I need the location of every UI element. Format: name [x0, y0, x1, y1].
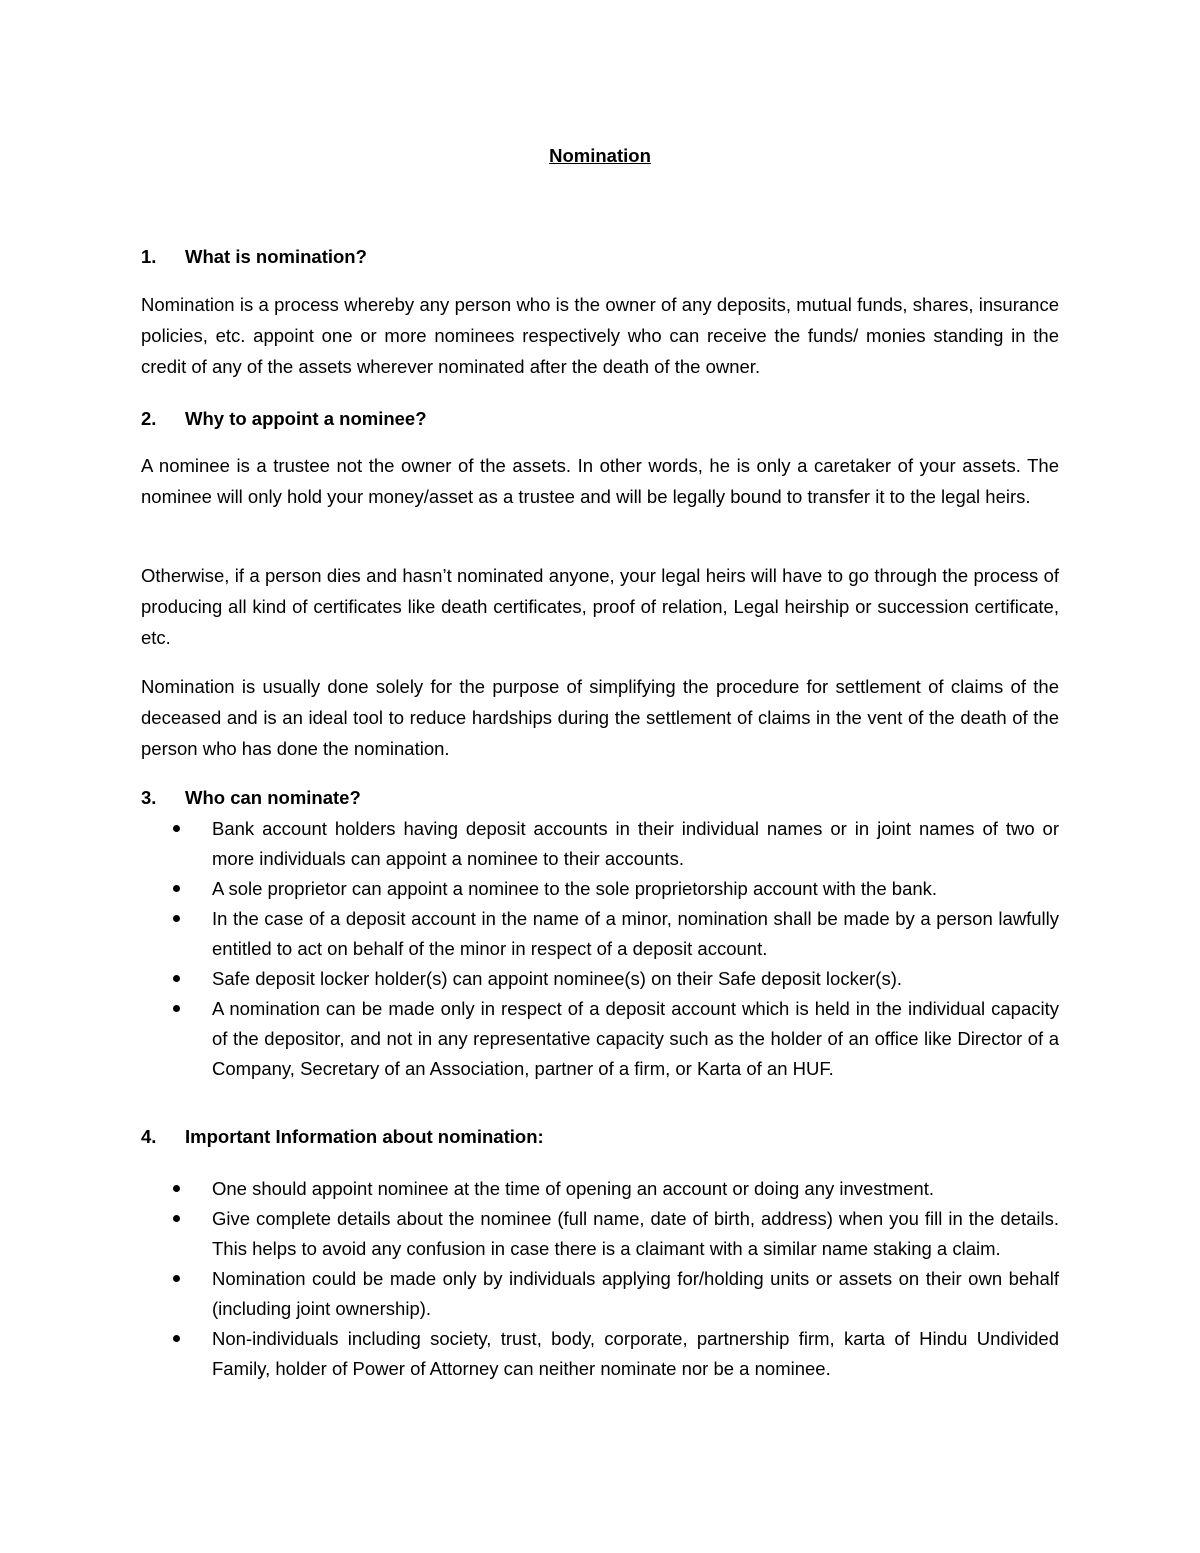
page-title: Nomination	[549, 145, 651, 166]
section-heading-1	[141, 245, 367, 269]
list-item	[141, 994, 1059, 1084]
bullet-list	[141, 814, 1059, 1084]
list-item-text: Give complete details about the nominee (full name, date of birth, address) when you fill in the details. This helps to avoid any confusion in case there is a claimant with a similar name staking a claim.	[212, 1208, 1059, 1259]
section-title: Important Information about nomination:	[185, 1126, 544, 1147]
list-item-text: A nomination can be made only in respect of a deposit account which is held in the individual capacity of the depositor, and not in any representative capacity such as the holder of an office like Director of a Company, Secretary of an Association, partner of a firm, or Karta of an HUF.	[212, 998, 1059, 1079]
list-item	[141, 964, 1059, 994]
bullet-icon	[173, 1335, 180, 1342]
bullet-icon	[173, 1005, 180, 1012]
list-item-text: In the case of a deposit account in the name of a minor, nomination shall be made by a person lawfully entitled to act on behalf of the minor in respect of a deposit account.	[212, 908, 1059, 959]
list-item	[141, 1174, 1059, 1204]
list-item	[141, 814, 1059, 874]
list-item-text: A sole proprietor can appoint a nominee to the sole proprietorship account with the bank.	[212, 878, 938, 899]
paragraph: A nominee is a trustee not the owner of the assets. In other words, he is only a caretaker of your assets. The nominee will only hold your money/asset as a trustee and will be legally bound to transfer it to the legal heirs.	[141, 455, 1059, 507]
section-number: 4.	[141, 1126, 157, 1147]
list-item-text: One should appoint nominee at the time of opening an account or doing any investment.	[212, 1178, 934, 1199]
list-item	[141, 1264, 1059, 1324]
bullet-icon	[173, 975, 180, 982]
list-item	[141, 1324, 1059, 1384]
section-title: What is nomination?	[185, 246, 367, 267]
bullet-icon	[173, 825, 180, 832]
section-heading-3	[141, 786, 361, 810]
section-title: Why to appoint a nominee?	[185, 408, 427, 429]
section-number: 3.	[141, 787, 157, 808]
bullet-icon	[173, 1215, 180, 1222]
list-item	[141, 1204, 1059, 1264]
paragraph: Nomination is usually done solely for the purpose of simplifying the procedure for settlement of claims of the deceased and is an ideal tool to reduce hardships during the settlement of claims in the vent of the death of the person who has done the nomination.	[141, 676, 1059, 759]
bullet-list	[141, 1174, 1059, 1384]
list-item-text: Non-individuals including society, trust, body, corporate, partnership firm, karta of Hindu Undivided Family, holder of Power of Attorney can neither nominate nor be a nominee.	[212, 1328, 1059, 1379]
bullet-icon	[173, 885, 180, 892]
section-heading-4	[141, 1125, 544, 1149]
list-item	[141, 904, 1059, 964]
section-number: 1.	[141, 246, 157, 267]
list-item-text: Bank account holders having deposit accounts in their individual names or in joint names of two or more individuals can appoint a nominee to their accounts.	[212, 818, 1059, 869]
list-item-text: Safe deposit locker holder(s) can appoint nominee(s) on their Safe deposit locker(s).	[212, 968, 902, 989]
section-number: 2.	[141, 408, 157, 429]
section-title: Who can nominate?	[185, 787, 361, 808]
paragraph: Otherwise, if a person dies and hasn’t nominated anyone, your legal heirs will have to go through the process of producing all kind of certificates like death certificates, proof of relation, Legal heirship or succession certificate, etc.	[141, 565, 1059, 648]
section-heading-2	[141, 407, 427, 431]
list-item-text: Nomination could be made only by individuals applying for/holding units or assets on their own behalf (including joint ownership).	[212, 1268, 1059, 1319]
bullet-icon	[173, 1275, 180, 1282]
paragraph: Nomination is a process whereby any person who is the owner of any deposits, mutual funds, shares, insurance policies, etc. appoint one or more nominees respectively who can receive the funds/ monies standing in the credit of any of the assets wherever nominated after the death of the owner.	[141, 294, 1059, 377]
list-item	[141, 874, 1059, 904]
bullet-icon	[173, 915, 180, 922]
bullet-icon	[173, 1185, 180, 1192]
